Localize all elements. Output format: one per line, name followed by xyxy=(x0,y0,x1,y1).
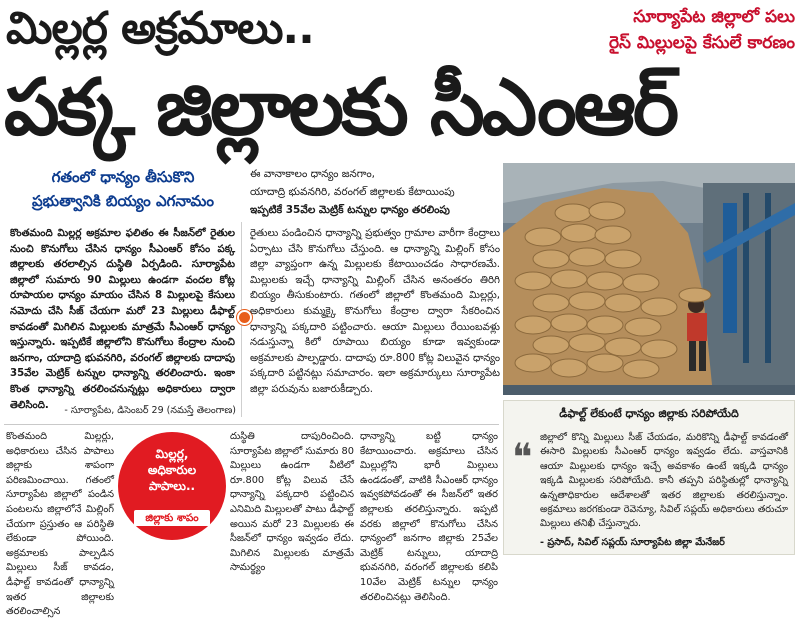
bottom-column-1 xyxy=(6,430,114,618)
subhead xyxy=(8,165,238,213)
bottom-column-3 xyxy=(360,430,498,603)
rice-sacks-photo xyxy=(503,163,795,395)
bottom-column-3-text: ధాన్యాన్ని బట్టి ధాన్యం కేటాయించారు. అక్రమాలు చేసిన మిల్లుల్లోని భారీ మిల్లులు ఉండడంతో, వాటికి సీఎంఆర్ ధాన్యం ఇవ్వకపోవడంతో ఈ సీజన్‌లో ఇతర జిల్లాలకు తరలిస్తున్నారు. ఇప్పటి వరకు జిల్లాలో కొనుగోలు చేసిన ధాన్యంలో జనగాం జిల్లాకు 25వేల మెట్రిక్ టన్నులు, యాదాద్రి భువనగిరి, వరంగల్ జిల్లాలకు కలిపి 10వేల మెట్రిక్ టన్నుల ధాన్యం తరలించినట్లు తెలిసింది. xyxy=(360,431,498,603)
section-divider xyxy=(4,424,499,425)
mid-deck xyxy=(250,165,500,219)
badge-line-3: పాపాలు.. xyxy=(148,479,196,493)
column-1 xyxy=(4,222,242,417)
mid-deck-line-3: ఇప్పటికే 35వేల మెట్రిక్ టన్నుల ధాన్యం తరలింపు xyxy=(250,204,450,216)
quote-signature: - ప్రసాద్, సివిల్ సప్లయ్ సూర్యాపేట జిల్లా మేనేజర్ xyxy=(540,537,725,548)
bottom-column-2-text: దుస్థితి దాపురించింది. సూర్యాపేట జిల్లాలో సుమారు 80 మిల్లులు ఉండగా వీటిలో రూ.800 కోట్ల విలువ చేసే ధాన్యాన్ని పక్కదారి పట్టించిన ఎనిమిది మిల్లులతో పాటు డీఫాల్ట్ అయిన మరో 23 మిల్లులకు ఈ సీజన్‌లో ధాన్యం ఇవ్వడం లేదు. మిగిలిన మిల్లులకు మాత్రమే సామర్థ్యం xyxy=(230,431,354,574)
mid-deck-line-1: ఈ వానాకాలం ధాన్యం జనగాం, xyxy=(250,168,375,180)
badge-tag: జిల్లాకు శాపం xyxy=(134,510,210,526)
headline-main: పక్క జిల్లాలకు సీఎంఆర్ xyxy=(4,63,677,153)
red-badge xyxy=(118,432,226,540)
badge-line-2: అధికారుల xyxy=(147,463,197,477)
quote-mark-icon: ❝ xyxy=(512,435,533,479)
mid-body-text: రైతులు పండించిన ధాన్యాన్ని ప్రభుత్వం గ్రామాల వారీగా కేంద్రాలు ఏర్పాటు చేసి కొనుగోలు చేస్తుంది. ఆ ధాన్యాన్ని మిల్లింగ్ కోసం జిల్లా వ్యాప్తంగా ఉన్న మిల్లులకు కేటాయించడం సాధారణమే. మిల్లులకు ఇచ్చే ధాన్యాన్ని మిల్లింగ్ చేసిన అనంతరం తిరిగి బియ్యం తీసుకుంటారు. గతంలో జిల్లాలో కొంతమంది మిల్లర్లు, అధికారులు కుమ్మక్కై కొనుగోలు కేంద్రాల ద్వారా సేకరించిన ధాన్యాన్ని పక్కదారి పట్టించారు. ఆయా మిల్లులు రేయింబవళ్లు నడుస్తున్నా కిలో రూపాయి బియ్యం కూడా ఇవ్వకుండా అక్రమాలకు పాల్పడ్డారు. దాదాపు రూ.800 కోట్ల విలువైన ధాన్యం పక్కదారి పట్టినట్లు సమాచారం. ఇలా అక్రమార్కులు సూర్యాపేట జిల్లా పరువును బజారుకీడ్చారు. xyxy=(250,228,500,395)
bottom-column-2 xyxy=(230,430,354,574)
mid-deck-line-2: యాదాద్రి భువనగిరి, వరంగల్ జిల్లాలకు కేటాయింపు xyxy=(250,186,455,198)
quote-title: డీఫాల్ట్ లేకుంటే ధాన్యం జిల్లాకు సరిపోయేది xyxy=(559,407,739,420)
bottom-column-1-text: కొంతమంది మిల్లర్లు, అధికారులు చేసిన పాపాలు జిల్లాకు శాపంగా పరిణమించాయి. గతంలో సూర్యాపేట జిల్లాలో పండిన పంటలను జిల్లాలోనే మిల్లింగ్ చేయగా ప్రస్తుతం ఆ పరిస్థితి లేకుండా పోయింది. అక్రమాలకు పాల్పడిన మిల్లులు సీజ్ కావడం, డీఫాల్ట్ కావడంతో ధాన్యాన్ని ఇతర జిల్లాలకు తరలించాల్సిన xyxy=(6,431,114,618)
byline: - సూర్యాపేట, డిసెంబర్ 29 (నమస్తే తెలంగాణ) xyxy=(64,405,236,416)
mid-body xyxy=(250,226,500,416)
subhead-line-1: గతంలో ధాన్యం తీసుకొని xyxy=(51,168,195,186)
kicker-line-1: సూర్యాపేట జిల్లాలో పలు xyxy=(633,7,795,27)
kicker xyxy=(500,4,795,56)
headline-top: మిల్లర్ల అక్రమాలు.. xyxy=(6,3,314,54)
badge-text xyxy=(118,446,226,494)
official-quote-box xyxy=(503,400,795,555)
subhead-line-2: ప్రభుత్వానికి బియ్యం ఎగనామం xyxy=(31,192,214,210)
quote-body: జిల్లాలో కొన్ని మిల్లులు సీజ్ చేయడం, మరికొన్ని డీఫాల్ట్ కావడంతో ఈసారి మిల్లులకు సీఎంఆర్ ధాన్యం ఇవ్వడం లేదు. వాస్తవానికి ఆయా మిల్లులకు ధాన్యం ఇచ్చే అవకాశం ఉంటే ఇక్కడి ధాన్యం ఇక్కడి మిల్లులకు సరిపోయేది. కానీ తప్పని పరిస్థితుల్లో ధాన్యాన్ని ఉన్నతాధికారుల ఆదేశాలతో ఇతర జిల్లాలకు తరలిస్తున్నాం. అక్రమాలు జరగకుండా రెవెన్యూ, సివిల్ సప్లయ్ అధికారులు తరుచూ మిల్లులు తనిఖీ చేస్తున్నారు. xyxy=(540,432,788,530)
column-1-text: కొంతమంది మిల్లర్ల అక్రమాల ఫలితం ఈ సీజన్‌లో రైతుల నుంచి కొనుగోలు చేసిన ధాన్యం సీఎంఆర్ కోసం పక్క జిల్లాలకు తరలాల్సిన దుస్థితి ఏర్పడింది. సూర్యాపేట జిల్లాలో సుమారు 90 మిల్లులు ఉండగా వందల కోట్ల రూపాయల ధాన్యం మాయం చేసిన 8 మిల్లులపై కేసులు నమోదు చేసి సీజ్ చేయగా మరో 23 మిల్లులు డీఫాల్ట్ కావడంతో మిగిలిన మిల్లులకు మాత్రమే సీఎంఆర్ ధాన్యం ఇస్తున్నారు. ఇప్పటికే జిల్లాలోని కొనుగోలు కేంద్రాల నుంచి జనగాం, యాదాద్రి భువనగిరి, వరంగల్ జిల్లాలకు దాదాపు 35వేల మెట్రిక్ టన్నుల ధాన్యాన్ని తరలించారు. ఇంకా కొంత ధాన్యాన్ని తరలించనున్నట్లు అధికారులు ద్వారా తెలిసింది. xyxy=(10,228,235,411)
kicker-line-2: రైస్ మిల్లులపై కేసులే కారణం xyxy=(608,33,795,53)
badge-line-1: మిల్లర్ల, xyxy=(155,447,189,461)
